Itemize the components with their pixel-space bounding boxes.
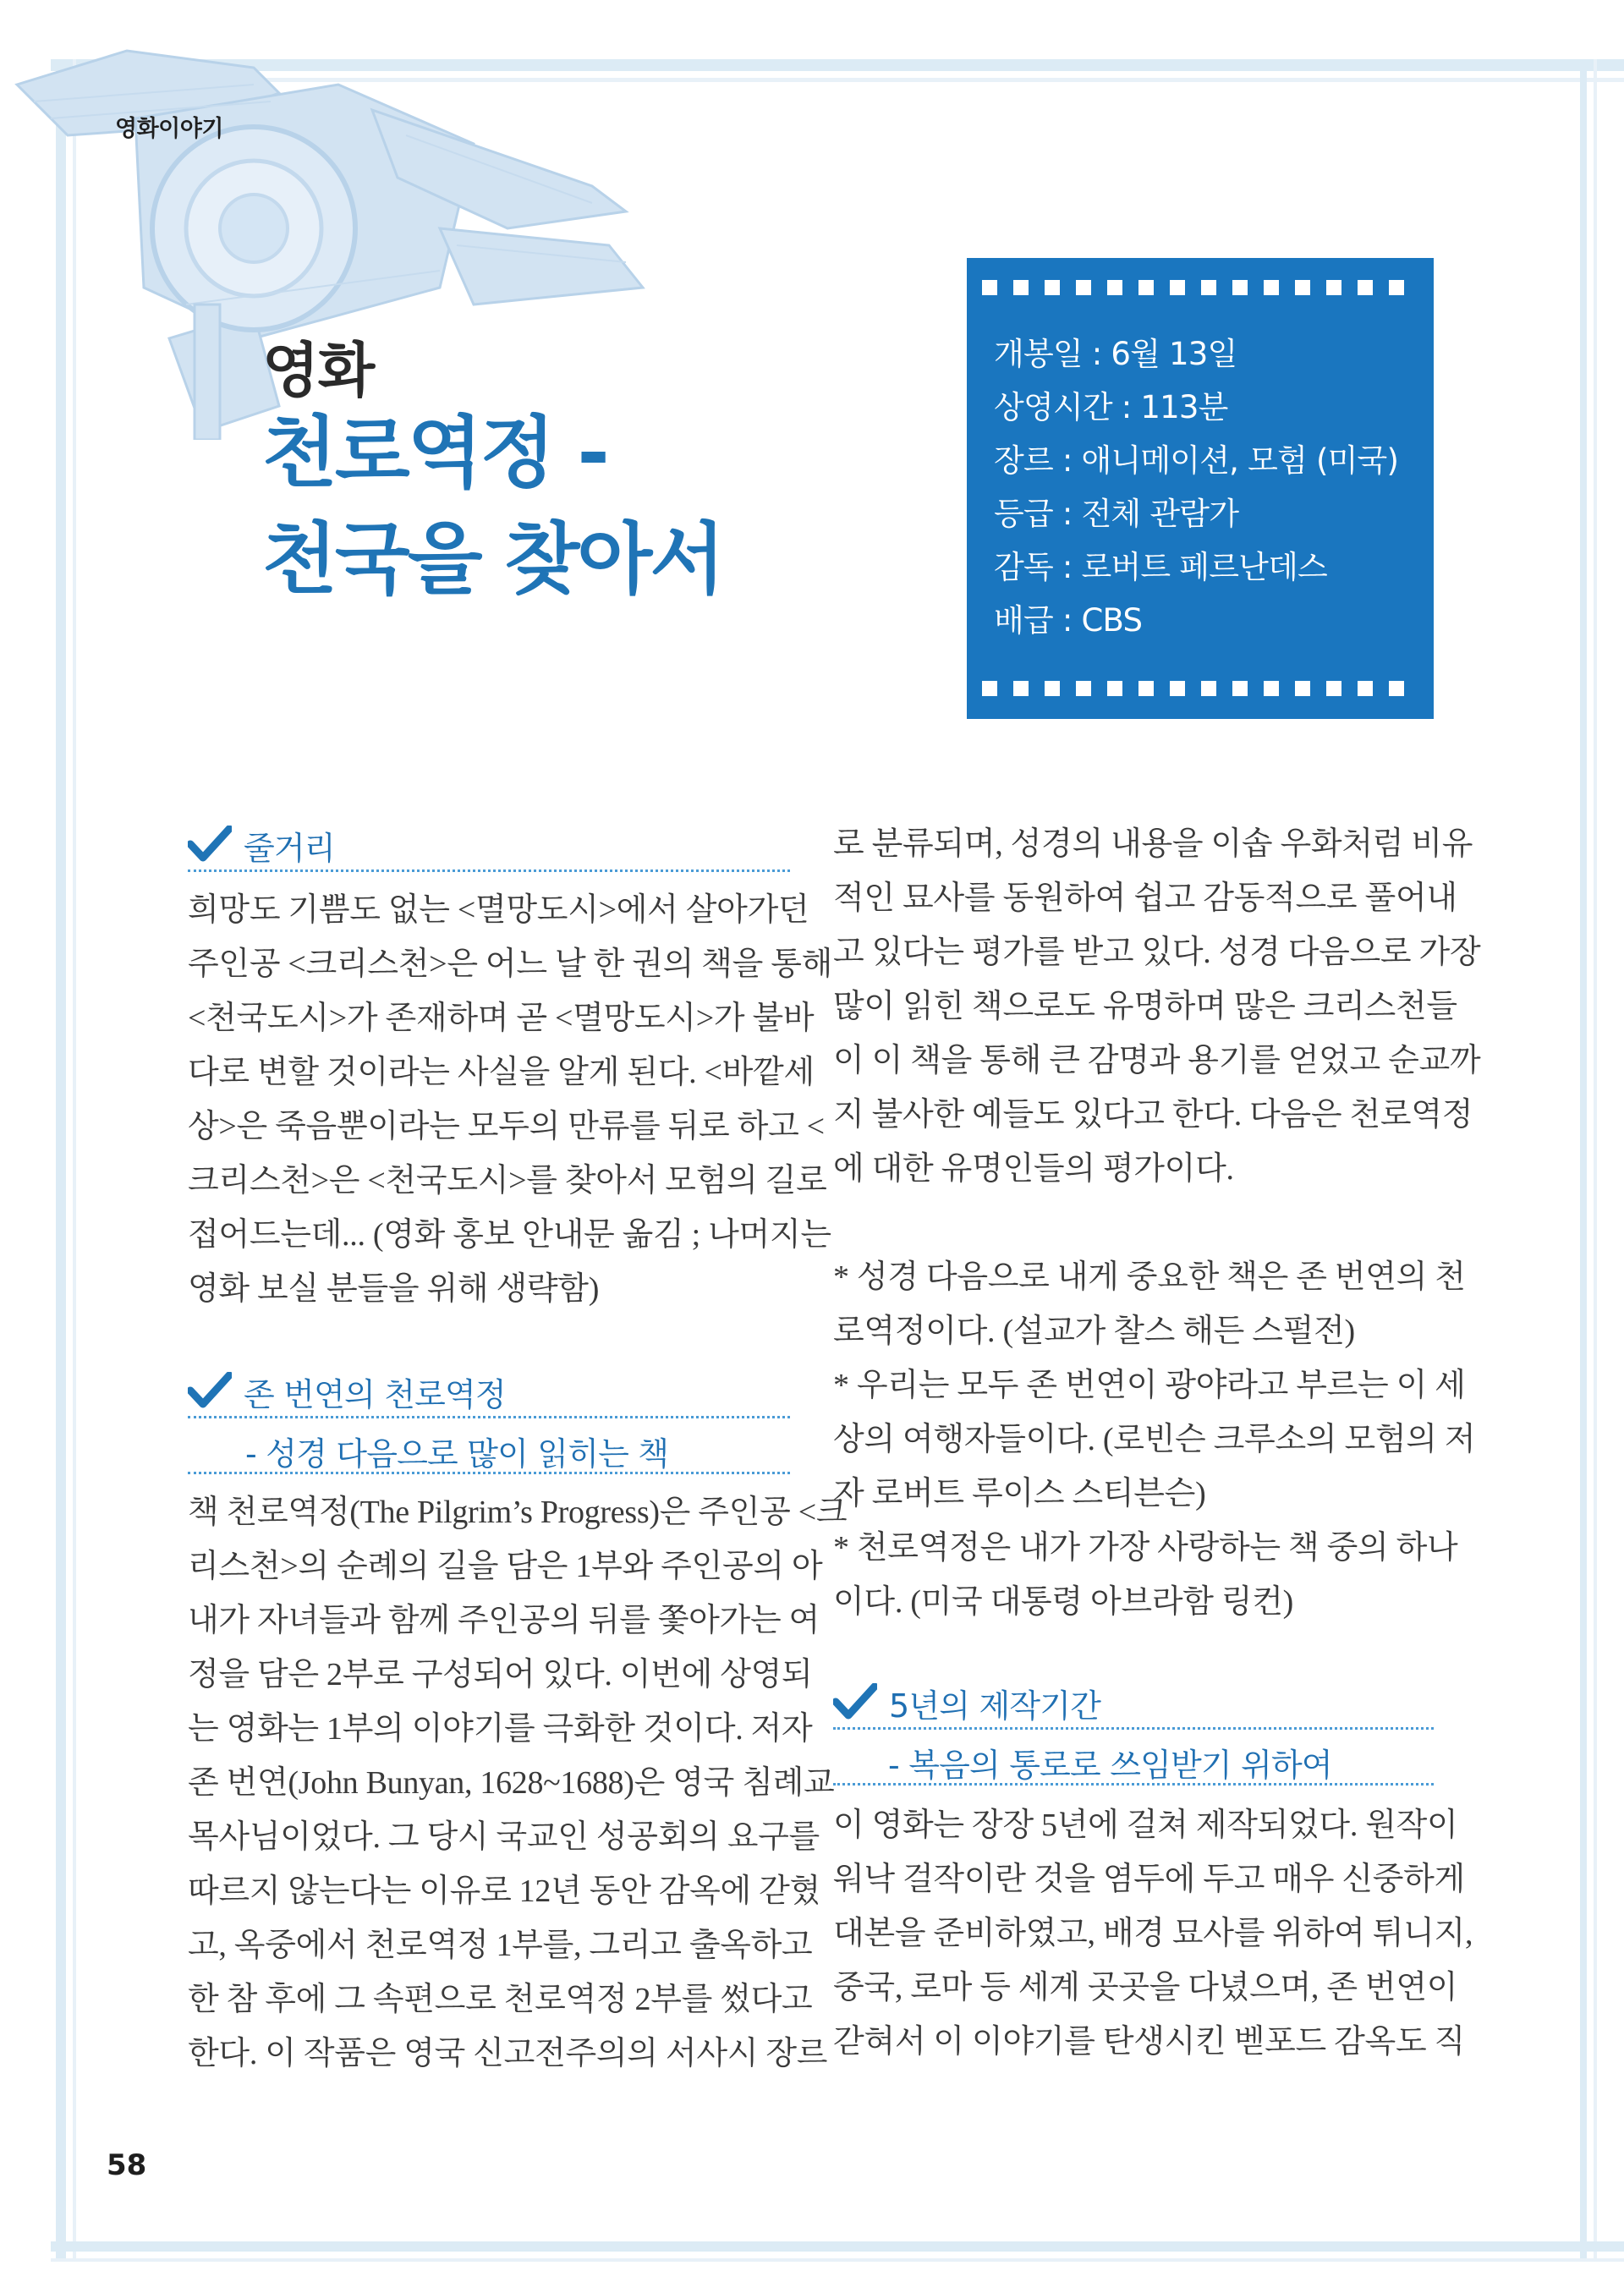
info-release-date: 개봉일 : 6월 13일 (994, 336, 1237, 372)
bunyan-line: 한 참 후에 그 속편으로 천로역정 2부를 썼다고 (188, 1982, 813, 2017)
title-prefix: 영화 (262, 336, 374, 405)
bunyan-line: 정을 담은 2부로 구성되어 있다. 이번에 상영되 (188, 1657, 813, 1692)
quote-line: 로역정이다. (설교가 찰스 해든 스펄전) (833, 1314, 1355, 1349)
frame-bottom-line-inner (51, 2258, 1624, 2262)
bunyan-body (188, 1485, 848, 2081)
synopsis-line: 영화 보실 분들을 위해 생략함) (188, 1271, 600, 1307)
continuation-body (833, 817, 1481, 1196)
synopsis-line: 다로 변할 것이라는 사실을 알게 된다. <바깥세 (188, 1055, 815, 1090)
synopsis-line: 상>은 죽음뿐이라는 모두의 만류를 뒤로 하고 < (188, 1109, 825, 1144)
synopsis-divider (188, 869, 790, 872)
synopsis-line: 주인공 <크리스천>은 어느 날 한 권의 책을 통해 (188, 946, 833, 982)
bunyan-line: 내가 자녀들과 함께 주인공의 뒤를 쫓아가는 여 (188, 1603, 820, 1638)
page-number: 58 (107, 2148, 147, 2182)
synopsis-body (188, 883, 833, 1316)
continuation-line: 고 있다는 평가를 받고 있다. 성경 다음으로 가장 (833, 935, 1481, 970)
info-runtime: 상영시간 : 113분 (994, 389, 1228, 425)
bunyan-line: 존 번연(John Bunyan, 1628~1688)은 영국 침례교 (188, 1765, 835, 1801)
info-rating: 등급 : 전체 관람가 (994, 496, 1239, 532)
synopsis-line: 크리스천>은 <천국도시>를 찾아서 모험의 길로 (188, 1163, 827, 1199)
bunyan-line: 한다. 이 작품은 영국 신고전주의의 서사시 장르 (188, 2036, 828, 2071)
spotlight-illustration (0, 34, 787, 440)
bunyan-line: 책 천로역정(The Pilgrim’s Progress)은 주인공 <크 (188, 1495, 848, 1530)
production-line: 갇혀서 이 이야기를 탄생시킨 벧포드 감옥도 직 (833, 2024, 1465, 2060)
bunyan-line: 고, 옥중에서 천로역정 1부를, 그리고 출옥하고 (188, 1928, 813, 1963)
quote-line: 자 로버트 루이스 스티븐슨) (833, 1476, 1206, 1511)
bunyan-line: 리스천>의 순례의 길을 담은 1부와 주인공의 아 (188, 1549, 823, 1584)
production-divider-1 (833, 1727, 1434, 1730)
quotes-body (833, 1250, 1476, 1629)
production-line: 워낙 걸작이란 것을 염두에 두고 매우 신중하게 (833, 1862, 1465, 1897)
continuation-line: 지 불사한 예들도 있다고 한다. 다음은 천로역정 (833, 1097, 1473, 1133)
quote-line: 이다. (미국 대통령 아브라함 링컨) (833, 1584, 1294, 1620)
synopsis-line: 접어드는데... (영화 홍보 안내문 옮김 ; 나머지는 (188, 1217, 831, 1253)
quote-line: * 우리는 모두 존 번연이 광야라고 부르는 이 세 (833, 1368, 1466, 1403)
production-subheading-text: - 복음의 통로로 쓰임받기 위하여 (888, 1747, 1332, 1784)
frame-right-line (1580, 59, 1587, 2258)
bunyan-line: 는 영화는 1부의 이야기를 극화한 것이다. 저자 (188, 1711, 813, 1747)
bunyan-subheading-text: - 성경 다음으로 많이 읽히는 책 (245, 1435, 669, 1473)
bunyan-divider-2 (188, 1472, 790, 1474)
production-heading-text: 5년의 제작기간 (889, 1687, 1101, 1725)
title-line-1: 천로역정 - (262, 408, 607, 498)
bunyan-line: 따르지 않는다는 이유로 12년 동안 감옥에 갇혔 (188, 1873, 820, 1909)
production-line: 대본을 준비하였고, 배경 묘사를 위하여 튀니지, (833, 1916, 1473, 1951)
production-divider-2 (833, 1783, 1434, 1786)
continuation-line: 이 이 책을 통해 큰 감명과 용기를 얻었고 순교까 (833, 1043, 1481, 1078)
frame-bottom-line (51, 2241, 1624, 2252)
check-icon (188, 826, 232, 863)
production-line: 중국, 로마 등 세계 곳곳을 다녔으며, 존 번연이 (833, 1970, 1458, 2005)
section-label: 영화이야기 (115, 116, 223, 142)
check-icon (833, 1683, 877, 1720)
synopsis-heading-text: 줄거리 (244, 830, 335, 867)
check-icon (188, 1372, 232, 1409)
frame-right-line-inner (1594, 59, 1597, 2258)
film-perforation-bottom (982, 681, 1422, 698)
production-body (833, 1798, 1473, 2069)
bunyan-heading-text: 존 번연의 천로역정 (244, 1376, 506, 1413)
production-line: 이 영화는 장장 5년에 걸쳐 제작되었다. 원작이 (833, 1808, 1458, 1843)
title-line-2: 천국을 찾아서 (262, 514, 723, 605)
synopsis-line: 희망도 기쁨도 없는 <멸망도시>에서 살아가던 (188, 892, 809, 928)
synopsis-line: <천국도시>가 존재하며 곧 <멸망도시>가 불바 (188, 1001, 815, 1036)
bunyan-divider-1 (188, 1416, 790, 1418)
film-perforation-top (982, 280, 1422, 297)
movie-info-lines (994, 327, 1398, 647)
movie-info-box (967, 258, 1434, 719)
continuation-line: 로 분류되며, 성경의 내용을 이솝 우화처럼 비유 (833, 826, 1473, 862)
continuation-line: 많이 읽힌 책으로도 유명하며 많은 크리스천들 (833, 989, 1457, 1024)
info-director: 감독 : 로버트 페르난데스 (994, 549, 1327, 585)
quote-line: 상의 여행자들이다. (로빈슨 크루소의 모험의 저 (833, 1422, 1476, 1457)
info-genre: 장르 : 애니메이션, 모험 (미국) (994, 442, 1399, 479)
quote-line: * 성경 다음으로 내게 중요한 책은 존 번연의 천 (833, 1259, 1466, 1295)
quote-line: * 천로역정은 내가 가장 사랑하는 책 중의 하나 (833, 1530, 1458, 1566)
continuation-line: 적인 묘사를 동원하여 쉽고 감동적으로 풀어내 (833, 880, 1457, 916)
info-distributor: 배급 : CBS (994, 602, 1143, 639)
bunyan-line: 목사님이었다. 그 당시 국교인 성공회의 요구를 (188, 1819, 820, 1855)
continuation-line: 에 대한 유명인들의 평가이다. (833, 1151, 1234, 1187)
